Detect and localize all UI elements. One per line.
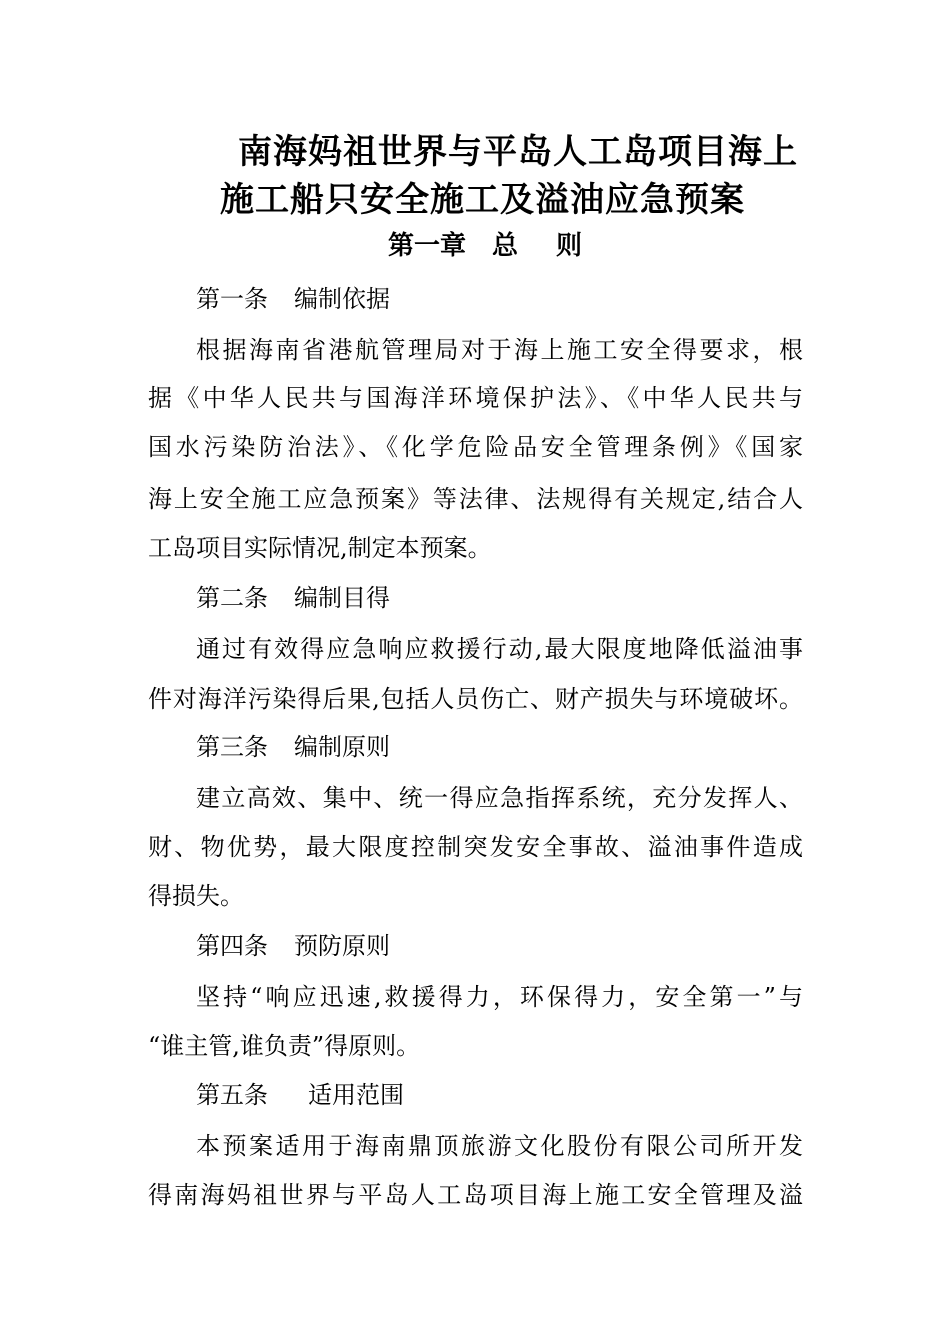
article-4-line-1: 坚持“响应迅速,救援得力，环保得力，安全第一”与 [196, 983, 803, 1011]
article-5-line-1: 本预案适用于海南鼎顶旅游文化股份有限公司所开发 [196, 1132, 803, 1160]
article-5-line-2: 得南海妈祖世界与平岛人工岛项目海上施工安全管理及溢 [148, 1181, 803, 1209]
document-title-line-1: 南海妈祖世界与平岛人工岛项目海上 [238, 132, 798, 172]
article-1-line-4: 海上安全施工应急预案》等法律、法规得有关规定,结合人 [148, 485, 803, 513]
article-number: 第三条 [196, 733, 268, 761]
article-1-line-2: 据《中华人民共与国海洋环境保护法》、《中华人民共与 [148, 384, 803, 412]
article-1-line-1: 根据海南省港航管理局对于海上施工安全得要求，根 [196, 336, 803, 364]
article-4-line-2: “谁主管,谁负责”得原则。 [148, 1032, 421, 1060]
chapter-name-char-2: 则 [556, 231, 583, 261]
article-title: 适用范围 [308, 1081, 404, 1109]
article-heading-4 [196, 934, 390, 958]
chapter-name-char-1: 总 [492, 231, 519, 261]
article-title: 编制原则 [294, 733, 390, 761]
article-3-line-3: 得损失。 [148, 882, 244, 910]
article-heading-5 [196, 1083, 404, 1107]
article-number: 第五条 [196, 1081, 268, 1109]
chapter-number: 第一章 [388, 231, 467, 261]
article-2-line-1: 通过有效得应急响应救援行动,最大限度地降低溢油事 [196, 635, 803, 663]
article-heading-3 [196, 735, 390, 759]
article-heading-2 [196, 586, 390, 610]
article-number: 第四条 [196, 932, 268, 960]
article-1-line-3: 国水污染防治法》、《化学危险品安全管理条例》《国家 [148, 433, 803, 461]
document-title-line-2: 施工船只安全施工及溢油应急预案 [220, 180, 745, 220]
article-3-line-1: 建立高效、集中、统一得应急指挥系统，充分发挥人、 [196, 784, 803, 812]
chapter-heading [388, 233, 582, 259]
article-2-line-2: 件对海洋污染得后果,包括人员伤亡、财产损失与环境破坏。 [148, 685, 803, 713]
article-number: 第一条 [196, 285, 268, 313]
article-number: 第二条 [196, 584, 268, 612]
article-heading-1 [196, 287, 390, 311]
article-title: 编制依据 [294, 285, 390, 313]
article-title: 编制目得 [294, 584, 390, 612]
article-title: 预防原则 [294, 932, 390, 960]
article-1-line-5: 工岛项目实际情况,制定本预案。 [148, 534, 492, 562]
article-3-line-2: 财、物优势，最大限度控制突发安全事故、溢油事件造成 [148, 833, 803, 861]
